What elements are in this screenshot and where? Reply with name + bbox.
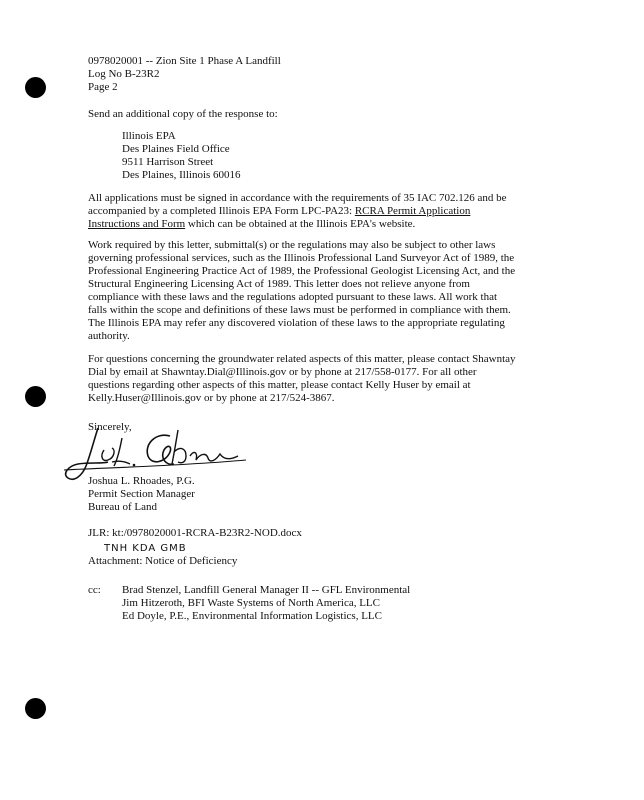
header-log-number: Log No B-23R2	[88, 68, 160, 80]
paragraph-line: Kelly.Huser@Illinois.gov or by phone at 217/524-3867.	[88, 392, 335, 404]
paragraph-line	[88, 205, 470, 218]
punch-hole-middle	[25, 386, 46, 407]
closing: Sincerely,	[88, 421, 132, 433]
address-line: Illinois EPA	[122, 130, 176, 142]
paragraph-line: All applications must be signed in accordance with the requirements of 35 IAC 702.126 and be	[88, 192, 507, 204]
signer-title: Permit Section Manager	[88, 488, 195, 500]
address-line: Des Plaines, Illinois 60016	[122, 169, 241, 181]
paragraph-line: falls within the scope and definitions of these laws must be performed in compliance with them.	[88, 304, 511, 316]
attachment-line: Attachment: Notice of Deficiency	[88, 555, 238, 567]
header-site: 0978020001 -- Zion Site 1 Phase A Landfill	[88, 55, 281, 67]
send-copy-intro: Send an additional copy of the response to:	[88, 108, 278, 120]
form-link-part1[interactable]: RCRA Permit Application	[354, 205, 471, 217]
form-link-part2[interactable]: Instructions and Form	[88, 218, 186, 230]
text-span: which can be obtained at the Illinois EPA's website.	[185, 218, 416, 230]
cc-recipient: Ed Doyle, P.E., Environmental Information Logistics, LLC	[122, 610, 382, 622]
paragraph-line: For questions concerning the groundwater related aspects of this matter, please contact Shawntay	[88, 353, 516, 365]
paragraph-line: compliance with these laws and the regulations adopted pursuant to these laws. All work that	[88, 291, 498, 303]
paragraph-line: The Illinois EPA may refer any discovered violation of these laws to the appropriate regulating	[88, 317, 505, 329]
paragraph-line	[88, 218, 415, 231]
signer-org: Bureau of Land	[88, 501, 158, 513]
paragraph-line: Work required by this letter, submittal(s) or the regulations may also be subject to other laws	[88, 239, 496, 251]
cc-recipient: Jim Hitzeroth, BFI Waste Systems of North America, LLC	[122, 597, 380, 609]
paragraph-line: Professional Engineering Practice Act of 1989, the Professional Geologist Licensing Act, and the	[88, 265, 516, 277]
reference-line: JLR: kt:/0978020001-RCRA-B23R2-NOD.docx	[88, 527, 302, 539]
paragraph-line: Structural Engineering Licensing Act of 1989. This letter does not relieve anyone from	[88, 278, 470, 290]
header-page-number: Page 2	[88, 81, 118, 93]
cc-label: cc:	[88, 584, 101, 596]
paragraph-line: authority.	[88, 330, 130, 342]
paragraph-line: Dial by email at Shawntay.Dial@Illinois.gov or by phone at 217/558-0177. For all other	[88, 366, 477, 378]
address-line: Des Plaines Field Office	[122, 143, 230, 155]
signer-name: Joshua L. Rhoades, P.G.	[88, 475, 195, 487]
paragraph-line: governing professional services, such as the Illinois Professional Land Surveyor Act of 1989, the	[88, 252, 515, 264]
punch-hole-bottom	[25, 698, 46, 719]
cc-recipient: Brad Stenzel, Landfill General Manager II -- GFL Environmental	[122, 584, 411, 596]
address-line: 9511 Harrison Street	[122, 156, 214, 168]
text-span: accompanied by a completed Illinois EPA Form LPC-PA23:	[88, 205, 355, 217]
handwritten-initials: TNH KDA GMB	[104, 543, 187, 554]
punch-hole-top	[25, 77, 46, 98]
paragraph-line: questions regarding other aspects of this matter, please contact Kelly Huser by email at	[88, 379, 471, 391]
